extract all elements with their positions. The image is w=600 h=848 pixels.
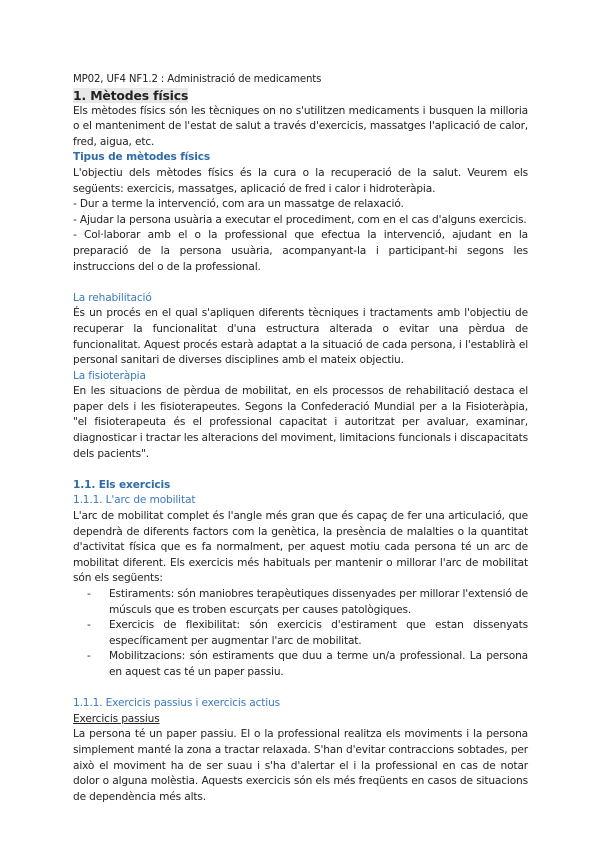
section-title-text: 1. Mètodes físics xyxy=(73,87,189,103)
passius-subheading: Exercicis passius xyxy=(73,712,160,725)
tipus-paragraph: L'objectiu dels mètodes físics és la cura o la recuperació de la salut. Veurem els següents: exercicis, massatges, aplicació de fred i calor i hidroteràpia. xyxy=(73,166,528,195)
document-header: MP02, UF4 NF1.2 : Administració de medicaments xyxy=(73,74,322,85)
exercicis-heading: 1.1. Els exercicis xyxy=(73,478,171,491)
intro-paragraph: Els mètodes físics són les tècniques on no s'utilitzen medicaments i busquen la milloria o el manteniment de l'estat de salut a través d'exercicis, massatges l'aplicació de calor, fred, aigua, etc. xyxy=(73,104,528,148)
rehab-paragraph: És un procés en el qual s'apliquen diferents tècniques i tractaments amb l'objectiu de recuperar la funcionalitat d'una estructura alterada o evitar una pèrdua de funcionalitat. Aquest procés estarà adaptat a la situació de cada persona, i l'establirà el personal sanitari de diverses disciplines amb el mateix objectiu. xyxy=(73,307,528,367)
fisio-paragraph: En les situacions de pèrdua de mobilitat, en els processos de rehabilitació destaca el paper dels i les fisioterapeutes. Segons la Confederació Mundial per a la Fisioteràpia, "el fisioterapeuta és el professional capacitat i autoritzat per avaluar, examinar, diagnosticar i tractar les alteracions del moviment, limitacions funcionals i discapacitats dels pacients". xyxy=(73,385,528,460)
tipus-item: - Col·laborar amb el o la professional que efectua la intervenció, ajudant en la preparació de la persona usuària, acompanyant-la i participant-hi segons les instruccions del o de la professional. xyxy=(73,229,528,273)
list-item: - Mobilitzacions: són estiraments que duu a terme un/a professional. La persona en aquest cas té un paper passiu. xyxy=(109,649,528,680)
arc-heading: 1.1.1. L'arc de mobilitat xyxy=(73,494,196,507)
tipus-item: - Dur a terme la intervenció, com ara un massatge de relaxació. xyxy=(73,198,404,211)
list-item: - Estiraments: són maniobres terapèutiques dissenyades per millorar l'extensió de músculs que es troben escurçats per causes patològiques. xyxy=(109,587,528,618)
document-page xyxy=(73,72,528,805)
section-title xyxy=(73,88,528,104)
rehab-heading: La rehabilitació xyxy=(73,291,152,304)
tipus-item: - Ajudar la persona usuària a executar el procediment, com en el cas d'alguns exercicis. xyxy=(73,213,527,226)
passius-heading: 1.1.1. Exercicis passius i exercicis actius xyxy=(73,697,281,710)
exercise-list xyxy=(73,587,528,681)
list-item: - Exercicis de flexibilitat: són exercicis d'estirament que estan dissenyats específicament per augmentar l'arc de mobilitat. xyxy=(109,618,528,649)
tipus-heading: Tipus de mètodes físics xyxy=(73,151,211,164)
passius-paragraph: La persona té un paper passiu. El o la professional realitza els moviments i la persona simplement manté la zona a tractar relaxada. S'han d'evitar contraccions sobtades, per això el moviment ha de ser suau i s'ha d'alertar el i la professional en cas de notar dolor o alguna molèstia. Aquests exercicis són els més freqüents en casos de situacions de dependència més alts. xyxy=(73,728,528,803)
arc-paragraph: L'arc de mobilitat complet és l'angle més gran que és capaç de fer una articulació, que dependrà de diferents factors com la genètica, la presència de malalties o la quantitat d'activitat física que es fa normalment, per aquest motiu cada persona té un arc de mobilitat diferent. Els exercicis més habituals per mantenir o millorar l'arc de mobilitat són els següents: xyxy=(73,510,528,585)
fisio-heading: La fisioteràpia xyxy=(73,369,146,382)
